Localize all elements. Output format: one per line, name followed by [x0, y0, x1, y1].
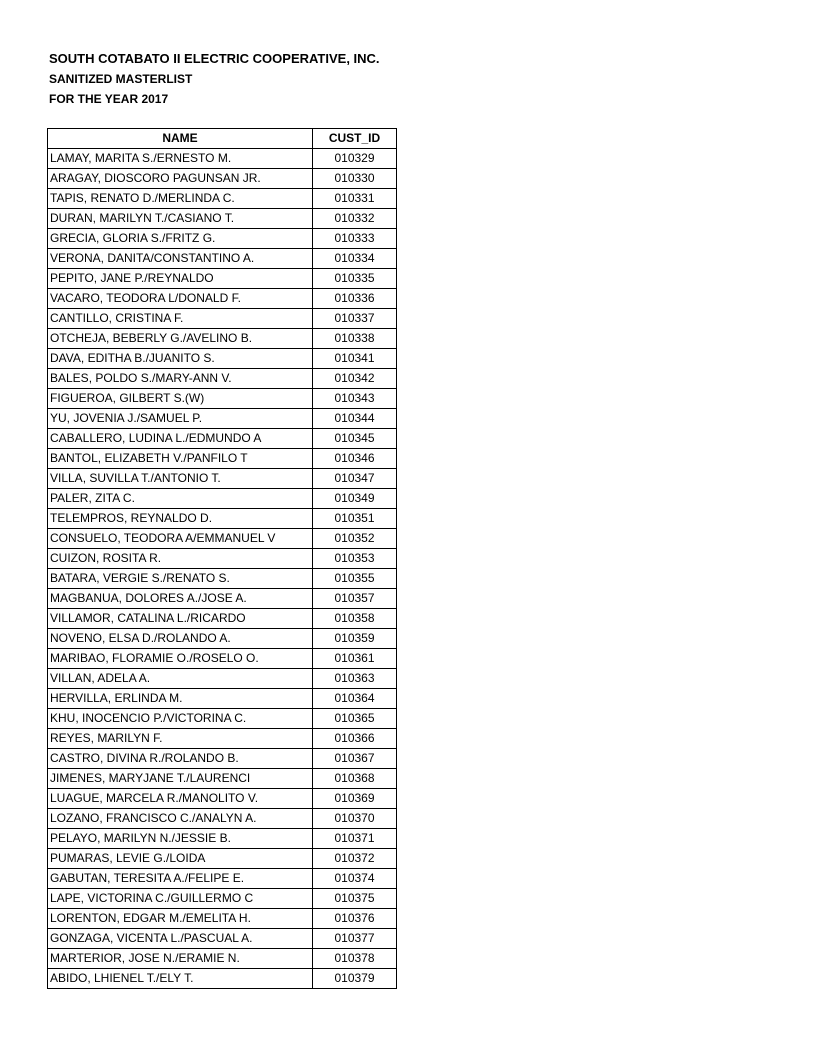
- customer-id-cell: 010334: [313, 249, 397, 269]
- table-row: [48, 269, 397, 289]
- customer-name-cell: VERONA, DANITA/CONSTANTINO A.: [48, 249, 313, 269]
- customer-id-cell: 010366: [313, 729, 397, 749]
- customer-name-cell: REYES, MARILYN F.: [48, 729, 313, 749]
- table-row: [48, 389, 397, 409]
- customer-name-cell: VACARO, TEODORA L/DONALD F.: [48, 289, 313, 309]
- customer-name-cell: BANTOL, ELIZABETH V./PANFILO T: [48, 449, 313, 469]
- customer-name-cell: HERVILLA, ERLINDA M.: [48, 689, 313, 709]
- customer-name-cell: JIMENES, MARYJANE T./LAURENCI: [48, 769, 313, 789]
- table-row: [48, 949, 397, 969]
- customer-name-cell: LAMAY, MARITA S./ERNESTO M.: [48, 149, 313, 169]
- table-row: [48, 969, 397, 989]
- customer-id-cell: 010343: [313, 389, 397, 409]
- customer-name-cell: BALES, POLDO S./MARY-ANN V.: [48, 369, 313, 389]
- customer-id-cell: 010358: [313, 609, 397, 629]
- table-row: [48, 349, 397, 369]
- customer-name-cell: OTCHEJA, BEBERLY G./AVELINO B.: [48, 329, 313, 349]
- customer-name-cell: GONZAGA, VICENTA L./PASCUAL A.: [48, 929, 313, 949]
- table-row: [48, 909, 397, 929]
- customer-name-cell: MAGBANUA, DOLORES A./JOSE A.: [48, 589, 313, 609]
- table-row: [48, 469, 397, 489]
- customer-name-cell: VILLAN, ADELA A.: [48, 669, 313, 689]
- customer-name-cell: VILLAMOR, CATALINA L./RICARDO: [48, 609, 313, 629]
- customer-name-cell: LUAGUE, MARCELA R./MANOLITO V.: [48, 789, 313, 809]
- table-row: [48, 809, 397, 829]
- customer-name-cell: PALER, ZITA C.: [48, 489, 313, 509]
- table-row: [48, 769, 397, 789]
- table-row: [48, 669, 397, 689]
- customer-id-cell: 010368: [313, 769, 397, 789]
- customer-id-cell: 010338: [313, 329, 397, 349]
- customer-name-cell: CUIZON, ROSITA R.: [48, 549, 313, 569]
- customer-name-cell: CASTRO, DIVINA R./ROLANDO B.: [48, 749, 313, 769]
- table-row: [48, 729, 397, 749]
- customer-name-cell: CANTILLO, CRISTINA F.: [48, 309, 313, 329]
- customer-id-cell: 010375: [313, 889, 397, 909]
- table-row: [48, 509, 397, 529]
- table-row: [48, 609, 397, 629]
- table-row: [48, 189, 397, 209]
- customer-id-cell: 010337: [313, 309, 397, 329]
- customer-name-cell: PEPITO, JANE P./REYNALDO: [48, 269, 313, 289]
- customer-id-cell: 010355: [313, 569, 397, 589]
- table-body: [48, 149, 397, 989]
- table-row: [48, 169, 397, 189]
- customer-id-cell: 010331: [313, 189, 397, 209]
- table-row: [48, 529, 397, 549]
- table-row: [48, 569, 397, 589]
- customer-name-cell: MARTERIOR, JOSE N./ERAMIE N.: [48, 949, 313, 969]
- customer-name-cell: GABUTAN, TERESITA A./FELIPE E.: [48, 869, 313, 889]
- document-header: [49, 49, 380, 109]
- customer-id-cell: 010369: [313, 789, 397, 809]
- customer-name-cell: NOVENO, ELSA D./ROLANDO A.: [48, 629, 313, 649]
- table-row: [48, 589, 397, 609]
- customer-name-cell: TAPIS, RENATO D./MERLINDA C.: [48, 189, 313, 209]
- organization-name: SOUTH COTABATO II ELECTRIC COOPERATIVE, INC.: [49, 51, 380, 66]
- column-header-name: NAME: [48, 129, 313, 149]
- table-row: [48, 629, 397, 649]
- customer-name-cell: YU, JOVENIA J./SAMUEL P.: [48, 409, 313, 429]
- customer-name-cell: BATARA, VERGIE S./RENATO S.: [48, 569, 313, 589]
- customer-name-cell: CABALLERO, LUDINA L./EDMUNDO A: [48, 429, 313, 449]
- customer-name-cell: KHU, INOCENCIO P./VICTORINA C.: [48, 709, 313, 729]
- table-row: [48, 689, 397, 709]
- customer-id-cell: 010344: [313, 409, 397, 429]
- table-row: [48, 149, 397, 169]
- table-row: [48, 889, 397, 909]
- customer-id-cell: 010330: [313, 169, 397, 189]
- year-line: FOR THE YEAR 2017: [49, 92, 169, 106]
- customer-id-cell: 010370: [313, 809, 397, 829]
- customer-id-cell: 010353: [313, 549, 397, 569]
- customer-id-cell: 010374: [313, 869, 397, 889]
- customer-name-cell: ARAGAY, DIOSCORO PAGUNSAN JR.: [48, 169, 313, 189]
- customer-id-cell: 010351: [313, 509, 397, 529]
- customer-id-cell: 010335: [313, 269, 397, 289]
- customer-id-cell: 010363: [313, 669, 397, 689]
- customer-name-cell: DAVA, EDITHA B./JUANITO S.: [48, 349, 313, 369]
- table-row: [48, 449, 397, 469]
- customer-id-cell: 010372: [313, 849, 397, 869]
- table-row: [48, 789, 397, 809]
- customer-id-cell: 010357: [313, 589, 397, 609]
- customer-id-cell: 010352: [313, 529, 397, 549]
- customer-id-cell: 010365: [313, 709, 397, 729]
- customer-id-cell: 010333: [313, 229, 397, 249]
- customer-id-cell: 010336: [313, 289, 397, 309]
- table-row: [48, 489, 397, 509]
- table-row: [48, 649, 397, 669]
- customer-name-cell: TELEMPROS, REYNALDO D.: [48, 509, 313, 529]
- table-row: [48, 849, 397, 869]
- customer-id-cell: 010376: [313, 909, 397, 929]
- table-row: [48, 209, 397, 229]
- column-header-cust-id: CUST_ID: [313, 129, 397, 149]
- customer-name-cell: LOZANO, FRANCISCO C./ANALYN A.: [48, 809, 313, 829]
- table-row: [48, 229, 397, 249]
- masterlist-table: [47, 128, 397, 989]
- table-row: [48, 369, 397, 389]
- customer-id-cell: 010364: [313, 689, 397, 709]
- table-row: [48, 549, 397, 569]
- customer-id-cell: 010332: [313, 209, 397, 229]
- customer-id-cell: 010341: [313, 349, 397, 369]
- customer-name-cell: LORENTON, EDGAR M./EMELITA H.: [48, 909, 313, 929]
- table-row: [48, 829, 397, 849]
- customer-id-cell: 010347: [313, 469, 397, 489]
- customer-name-cell: CONSUELO, TEODORA A/EMMANUEL V: [48, 529, 313, 549]
- customer-id-cell: 010346: [313, 449, 397, 469]
- customer-id-cell: 010329: [313, 149, 397, 169]
- customer-name-cell: GRECIA, GLORIA S./FRITZ G.: [48, 229, 313, 249]
- customer-name-cell: PELAYO, MARILYN N./JESSIE B.: [48, 829, 313, 849]
- customer-name-cell: PUMARAS, LEVIE G./LOIDA: [48, 849, 313, 869]
- table-row: [48, 869, 397, 889]
- table-row: [48, 749, 397, 769]
- customer-id-cell: 010379: [313, 969, 397, 989]
- customer-id-cell: 010378: [313, 949, 397, 969]
- customer-name-cell: MARIBAO, FLORAMIE O./ROSELO O.: [48, 649, 313, 669]
- table-row: [48, 309, 397, 329]
- document-subtitle: SANITIZED MASTERLIST: [49, 72, 193, 86]
- customer-id-cell: 010345: [313, 429, 397, 449]
- customer-id-cell: 010349: [313, 489, 397, 509]
- table-header-row: [48, 129, 397, 149]
- customer-id-cell: 010377: [313, 929, 397, 949]
- table-row: [48, 429, 397, 449]
- table-row: [48, 289, 397, 309]
- customer-name-cell: DURAN, MARILYN T./CASIANO T.: [48, 209, 313, 229]
- customer-id-cell: 010359: [313, 629, 397, 649]
- customer-id-cell: 010361: [313, 649, 397, 669]
- customer-name-cell: ABIDO, LHIENEL T./ELY T.: [48, 969, 313, 989]
- customer-id-cell: 010367: [313, 749, 397, 769]
- customer-name-cell: LAPE, VICTORINA C./GUILLERMO C: [48, 889, 313, 909]
- table-row: [48, 249, 397, 269]
- customer-id-cell: 010342: [313, 369, 397, 389]
- table-row: [48, 409, 397, 429]
- customer-id-cell: 010371: [313, 829, 397, 849]
- customer-name-cell: VILLA, SUVILLA T./ANTONIO T.: [48, 469, 313, 489]
- table-row: [48, 929, 397, 949]
- table-row: [48, 329, 397, 349]
- customer-name-cell: FIGUEROA, GILBERT S.(W): [48, 389, 313, 409]
- table-row: [48, 709, 397, 729]
